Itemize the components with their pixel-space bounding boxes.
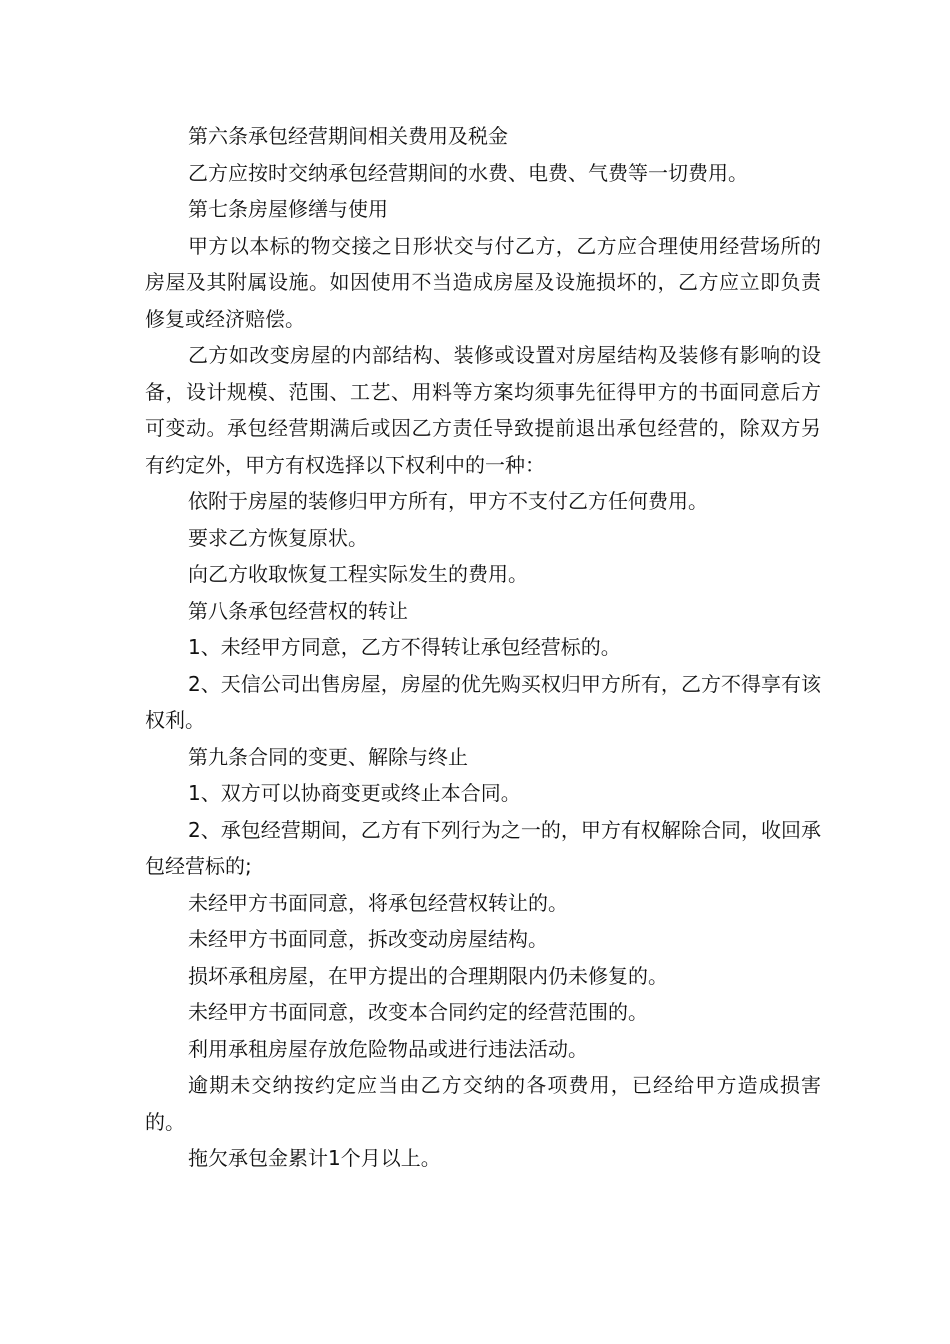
list-item-transfer: 2、天信公司出售房屋，房屋的优先购买权归甲方所有，乙方不得享有该权利。 — [145, 671, 821, 732]
list-item-breach: 逾期未交纳按约定应当由乙方交纳的各项费用，已经给甲方造成损害的。 — [145, 1073, 821, 1134]
document-body — [145, 118, 821, 1177]
list-item-breach: 利用承租房屋存放危险物品或进行违法活动。 — [188, 1036, 588, 1061]
list-item-breach: 损坏承租房屋，在甲方提出的合理期限内仍未修复的。 — [188, 963, 668, 988]
section-heading-article-7: 第七条房屋修缮与使用 — [188, 197, 388, 221]
section-heading-article-9: 第九条合同的变更、解除与终止 — [188, 744, 468, 769]
section-heading-article-8: 第八条承包经营权的转让 — [188, 598, 408, 623]
list-item-breach: 未经甲方书面同意，改变本合同约定的经营范围的。 — [188, 1000, 648, 1024]
list-item-option: 依附于房屋的装修归甲方所有，甲方不支付乙方任何费用。 — [188, 489, 708, 513]
list-item-termination: 2、承包经营期间，乙方有下列行为之一的，甲方有权解除合同，收回承包经营标的; — [145, 817, 821, 878]
list-item-breach: 拖欠承包金累计1个月以上。 — [188, 1146, 441, 1170]
list-item-option: 向乙方收取恢复工程实际发生的费用。 — [188, 562, 528, 586]
paragraph-structure-change: 乙方如改变房屋的内部结构、装修或设置对房屋结构及装修有影响的设备，设计规模、范围、工艺、用料等方案均须事先征得甲方的书面同意后方可变动。承包经营期满后或因乙方责任导致提前退出承包经营的，除双方另有约定外，甲方有权选择以下权利中的一种： — [145, 343, 821, 477]
list-item-termination: 1、双方可以协商变更或终止本合同。 — [188, 781, 521, 805]
paragraph-handover: 甲方以本标的物交接之日形状交与付乙方，乙方应合理使用经营场所的房屋及其附属设施。如因使用不当造成房屋及设施损坏的，乙方应立即负责修复或经济赔偿。 — [145, 233, 821, 331]
list-item-option: 要求乙方恢复原状。 — [188, 525, 368, 550]
list-item-transfer: 1、未经甲方同意，乙方不得转让承包经营标的。 — [188, 635, 621, 659]
paragraph-fees: 乙方应按时交纳承包经营期间的水费、电费、气费等一切费用。 — [188, 160, 748, 185]
list-item-breach: 未经甲方书面同意，拆改变动房屋结构。 — [188, 927, 548, 951]
section-heading-article-6: 第六条承包经营期间相关费用及税金 — [188, 124, 508, 148]
list-item-breach: 未经甲方书面同意，将承包经营权转让的。 — [188, 890, 568, 915]
